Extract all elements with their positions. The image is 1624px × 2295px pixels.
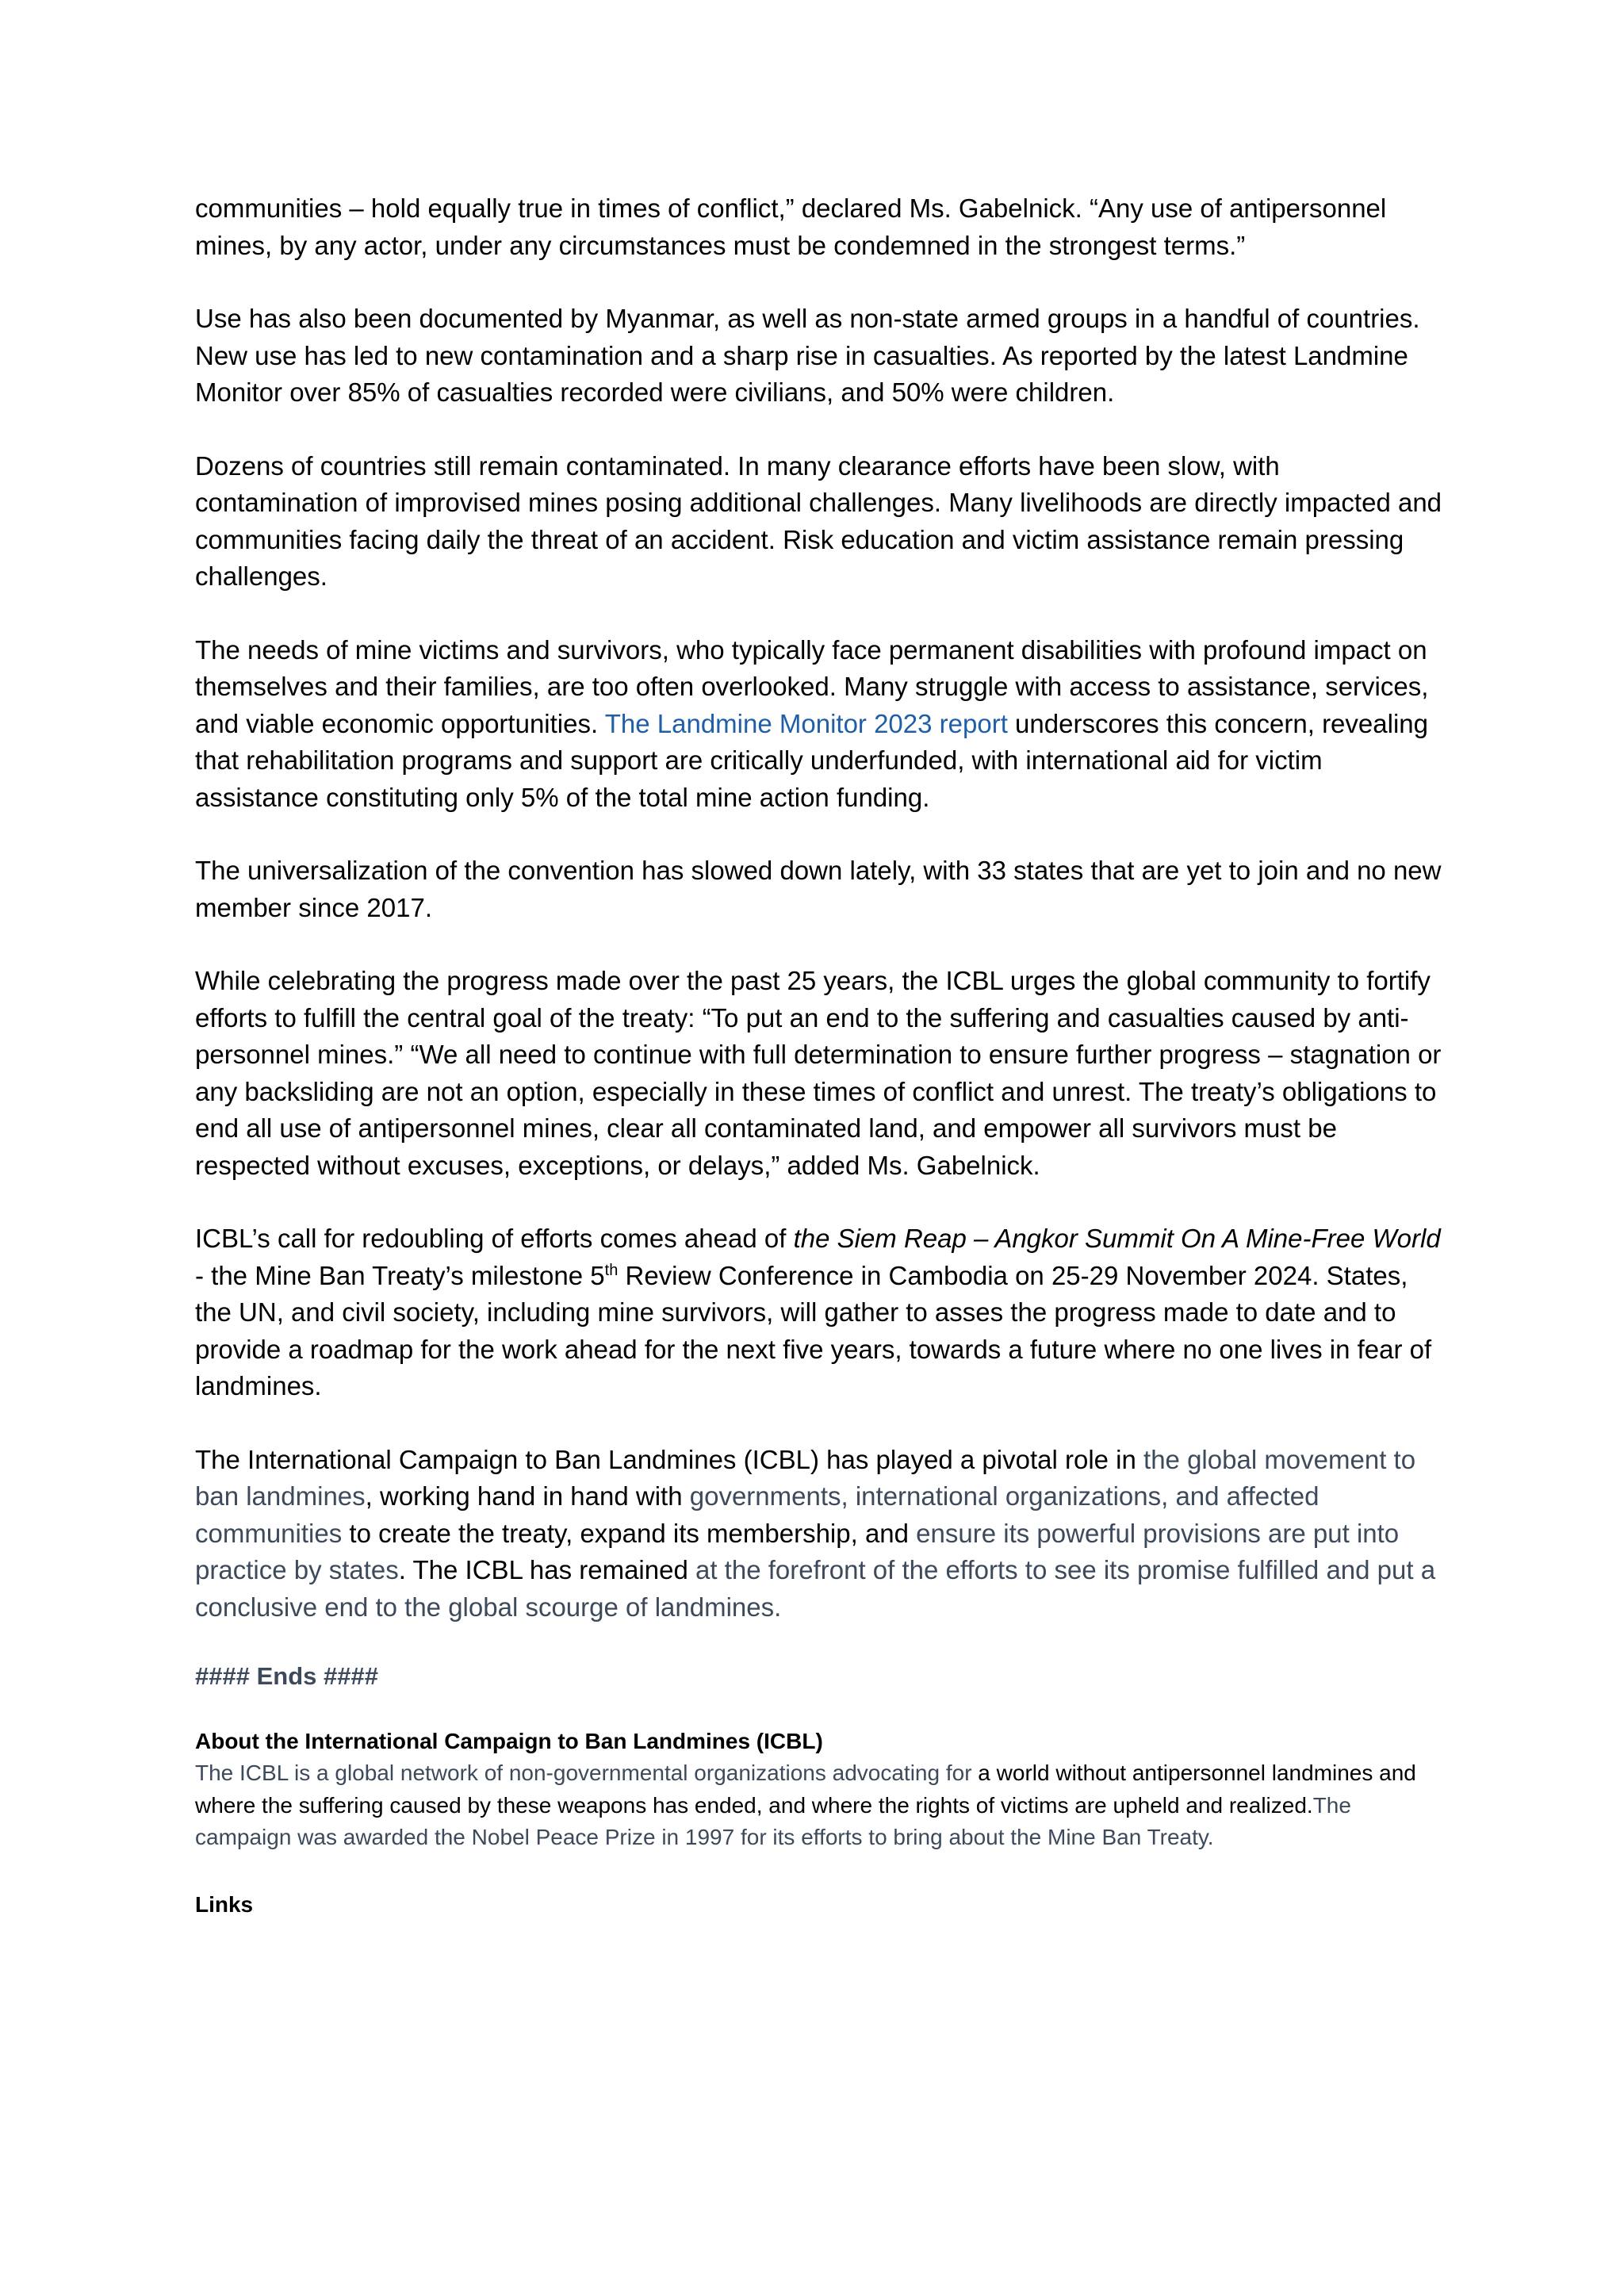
links-heading: Links — [195, 1891, 254, 1917]
paragraph-victims-needs — [195, 632, 1448, 817]
paragraph-gabelnick-quote: communities – hold equally true in times of conflict,” declared Ms. Gabelnick. “Any use of antipersonnel mines, by any actor, under any circumstances must be condemned in the strongest terms.” — [195, 193, 1387, 260]
text-segment: , working hand in hand with — [365, 1481, 690, 1511]
text-segment-gray: The ICBL is a global network of non-governmental organizations advocating for — [195, 1761, 972, 1785]
text-segment-gray: ensure its powerful provisions are put into practice by states — [195, 1518, 1400, 1584]
text-segment: ICBL’s call for redoubling of efforts comes ahead of — [195, 1224, 794, 1253]
paragraph-universalization: The universalization of the convention has slowed down lately, with 33 states that are yet to join and no new member since 2017. — [195, 856, 1442, 922]
paragraph-icbl-role — [195, 1442, 1448, 1626]
text-segment-gray: The campaign was awarded the Nobel Peace Prize in 1997 for its efforts to bring about the Mine Ban Treaty. — [195, 1792, 1351, 1849]
paragraph-review-conference — [195, 1220, 1448, 1405]
about-heading: About the International Campaign to Ban Landmines (ICBL) — [195, 1729, 823, 1753]
ordinal-superscript: th — [604, 1261, 619, 1279]
text-segment: to create the treaty, expand its membership, and — [342, 1518, 917, 1548]
text-segment: underscores this concern, revealing that rehabilitation programs and support are critically underfunded, with international aid for victim assistance constituting only 5% of the total mine action funding. — [195, 708, 1428, 812]
text-segment-gray: at the forefront of the efforts to see its promise fulfilled and put a conclusive end to the global scourge of landmines. — [195, 1555, 1436, 1622]
ends-marker: #### Ends #### — [195, 1662, 378, 1690]
text-segment-gray: the global movement to ban landmines — [195, 1444, 1416, 1511]
paragraph-contamination: Dozens of countries still remain contaminated. In many clearance efforts have been slow, with contamination of improvised mines posing additional challenges. Many livelihoods are directly impacted and communities facing daily the threat of an accident. Risk education and victim assistance remain pressing challenges. — [195, 450, 1442, 591]
text-segment: a world without antipersonnel landmines and where the suffering caused by these weapons has ended, and where the rights of victims are upheld and realized. — [195, 1761, 1416, 1818]
summit-name: the Siem Reap – Angkor Summit On A Mine-Free World — [793, 1224, 1441, 1253]
text-segment: The International Campaign to Ban Landmines (ICBL) has played a pivotal role in — [195, 1444, 1144, 1474]
about-paragraph — [195, 1757, 1448, 1854]
text-segment: Review Conference in Cambodia on 25-29 November 2024. States, the UN, and civil society, including mine survivors, will gather to asses the progress made to date and to provide a roadmap for the work ahead for the next five years, towards a future where no one lives in fear of landmines. — [195, 1260, 1432, 1400]
text-segment-gray: governments, international organizations, and affected communities — [195, 1481, 1320, 1548]
text-segment: - the Mine Ban Treaty’s milestone 5 — [195, 1260, 605, 1290]
landmine-monitor-report-link[interactable]: The Landmine Monitor 2023 report — [604, 708, 1008, 738]
document-page — [195, 190, 1448, 1921]
text-segment: The needs of mine victims and survivors, who typically face permanent disabilities with profound impact on themselves and their families, are too often overlooked. Many struggle with access to assistance, services, and viable economic opportunities. — [195, 634, 1429, 738]
paragraph-celebrating-progress: While celebrating the progress made over the past 25 years, the ICBL urges the global community to fortify efforts to fulfill the central goal of the treaty: “To put an end to the suffering and casualties caused by anti-personnel mines.” “We all need to continue with full determination to ensure further progress – stagnation or any backsliding are not an option, especially in these times of conflict and unrest. The treaty’s obligations to end all use of antipersonnel mines, clear all contaminated land, and empower all survivors must be respected without excuses, exceptions, or delays,” added Ms. Gabelnick. — [195, 966, 1442, 1180]
paragraph-myanmar-use: Use has also been documented by Myanmar, as well as non-state armed groups in a handful of countries. New use has led to new contamination and a sharp rise in casualties. As reported by the latest Landmine Monitor over 85% of casualties recorded were civilians, and 50% were children. — [195, 304, 1420, 407]
text-segment: . The ICBL has remained — [398, 1555, 695, 1584]
